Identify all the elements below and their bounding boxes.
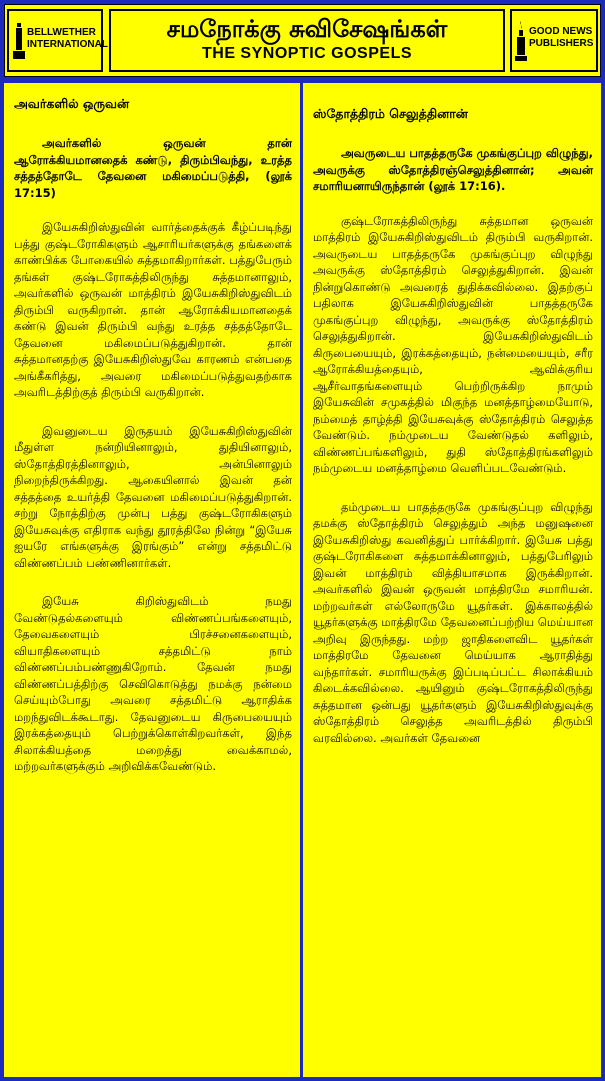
right-logo-text: GOOD NEWS PUBLISHERS [529,26,594,49]
left-paragraph-3: இயேசு கிறிஸ்துவிடம் நமது வேண்டுதல்களையும் விண்ணப்பங்களையும், தேவைகளையும் பிரச்சனைகளையும், வியாதிகளையும் சத்தமிட்டு நாம் விண்ணப்பம்பண்ணுகிறோம். தேவன் நமது விண்ணப்பத்திற்கு செவிகொடுத்து நமக்கு நன்மை செய்யும்போது அவரை சத்தமிட்டு ஆராதிக்க மறந்துவிடக்கூடாது. தேவனுடைய கிருபையையும் இரக்கத்தையும் பெற்றுக்கொள்கிறவர்கள், இந்த சிலாக்கியத்தை மறைத்து வைக்காமல், மற்றவர்களுக்கும் அறிவிக்கவேண்டும். [14,594,292,773]
right-heading: ஸ்தோத்திரம் செலுத்தினான் [313,106,468,121]
left-paragraph-2: இவனுடைய இருதயம் இயேசுகிறிஸ்துவின் மீதுள்ள நன்றியினாலும், துதியினாலும், ஸ்தோத்திரத்தினாலும், அன்பினாலும் நிறைந்திருக்கிறது. ஆகையினால் இவன் தன் சத்தத்தை உயர்த்தி தேவனை மகிமைப்படுத்துகிறான். சற்று நோத்திற்கு முன்பு பத்து குஷ்டரோகிகளும் இயேசுவுக்கு எதிராக வந்து தூரத்திலே நின்று “இயேசு ஐயரே எங்களுக்கு இரங்கும்” என்று சத்தமிட்டு விண்ணப்பம் பண்ணினார்கள். [14,423,292,570]
bellwether-logo [7,9,108,72]
right-verse: அவருடைய பாதத்தருகே முகங்குப்புற விழுந்து, அவருக்கு ஸ்தோத்திரஞ்செலுத்தினான்; அவன் சமாரியனாயிருந்தான் (லூக் 17:16). [313,146,593,193]
left-paragraph-1: இயேசுகிறிஸ்துவின் வார்த்தைக்குக் கீழ்ப்படிந்து பத்து குஷ்டரோகிகளும் ஆசாரியர்களுக்கு தங்களைக் காண்பிக்க போகையில் சுத்தமாகிறார்கள். பத்துபேரும் தங்கள் குஷ்டரோகத்திலிருந்து சுத்தமானாலும், அவர்களில் ஒருவன் மாத்திரம் இயேசுகிறிஸ்துவிடம் திரும்பி வருகிறான். தான் ஆரோக்கியமானதைக் கண்டு இவன் திரும்பி வந்து உரத்த சத்தத்தோடே தேவனை மகிமைப்படுத்துகிறான். தான் சுத்தமானதற்கு இயேசுகிறிஸ்துவே காரணம் என்பதை அங்கீகரித்து, அவரை மகிமைப்படுத்துவதற்காக அவரிடத்திற்குத் திரும்பி வருகிறான். [14,220,292,399]
left-verse: அவர்களில் ஒருவன் தான் ஆரோக்கியமானதைக் கண்டு, திரும்பிவந்து, உரத்த சத்தத்தோடே தேவனை மகிமைப்படுத்தி, (லூக் 17:15) [14,136,292,200]
left-column [4,83,300,1077]
right-paragraph-2: தம்முடைய பாதத்தருகே முகங்குப்புற விழுந்து தமக்கு ஸ்தோத்திரம் செலுத்தும் அந்த மனுஷனை இயேசுகிறிஸ்து கவனித்துப் பார்க்கிறார். இயேசு பத்து குஷ்டரோகிகளை சுத்தமாக்கினாலும், பத்துபேரிலும் இவன் மாத்திரம் வித்தியாசமாக இருக்கிறான். அவர்களில் இவன் ஒருவன் மாத்திரமே சமாரியன். மற்றவர்கள் எல்லோருமே யூதர்கள். இக்காலத்தில் யூதர்களுக்கு மாத்திரமே தேவனைப்பற்றிய மெய்யான அறிவு இருந்தது. மற்ற ஜாதிகளைவிட யூதர்கள் மாத்திரமே தேவனை மெய்யாக ஆராதித்து வந்தார்கள். சமாரியருக்கு இப்படிப்பட்ட சிலாக்கியம் கிடைக்கவில்லை. ஆயினும் குஷ்டரோகத்திலிருந்து சுத்தமான ஒன்பது யூதர்களும் இயேசுகிறிஸ்துவுக்கு ஸ்தோத்திரம் செலுத்த அவரிடத்தில் திரும்பி வரவில்லை. அவர்கள் தேவனை [313,499,593,745]
header-banner [4,4,601,77]
title-box [109,9,505,72]
good-news-logo [510,9,598,72]
lamp-icon [514,19,528,63]
page-title-english: THE SYNOPTIC GOSPELS [201,45,413,62]
page-title-tamil: சமநோக்கு சுவிசேஷங்கள் [166,15,448,43]
left-heading: அவர்களில் ஒருவன் [14,96,130,111]
bellwether-icon [12,21,26,61]
right-column [303,83,601,1077]
right-paragraph-1: குஷ்டரோகத்திலிருந்து சுத்தமான ஒருவன் மாத்திரம் இயேசுகிறிஸ்துவிடம் திரும்பி வருகிறான். அவருடைய பாதத்தருகே முகங்குப்புற விழுந்து அவருக்கு ஸ்தோத்திரம் செலுத்துகிறான். இவன் நின்றுகொண்டு அவரைத் துதிக்கவில்லை. இதற்குப் பதிலாக இயேசுகிறிஸ்துவின் பாதத்தருகே முகங்குப்புற விழுந்து, அவருக்கு ஸ்தோத்திரம் செலுத்துகிறான். இயேசுகிறிஸ்துவிடம் கிருபையையும், இரக்கத்தையும், நன்மையையும், சரீர ஆரோக்கியத்தையும், ஆவிக்குரிய ஆசீர்வாதங்களையும் பெற்றிருக்கிற நாமும் இயேசுவின் சமுகத்தில் மிகுந்த மனத்தாழ்மையோடு, நம்மைத் தாழ்த்தி இயேசுவுக்கு ஸ்தோத்திரம் செலுத்த வேண்டும். நம்முடைய வேண்டுதல் களிலும், விண்ணப்பங்களிலும், துதி ஸ்தோத்திரங்களிலும் நம்முடைய மனத்தாழ்மை வெளிப்படவேண்டும். [313,213,593,475]
left-logo-text: BELLWETHER INTERNATIONAL [27,27,108,50]
